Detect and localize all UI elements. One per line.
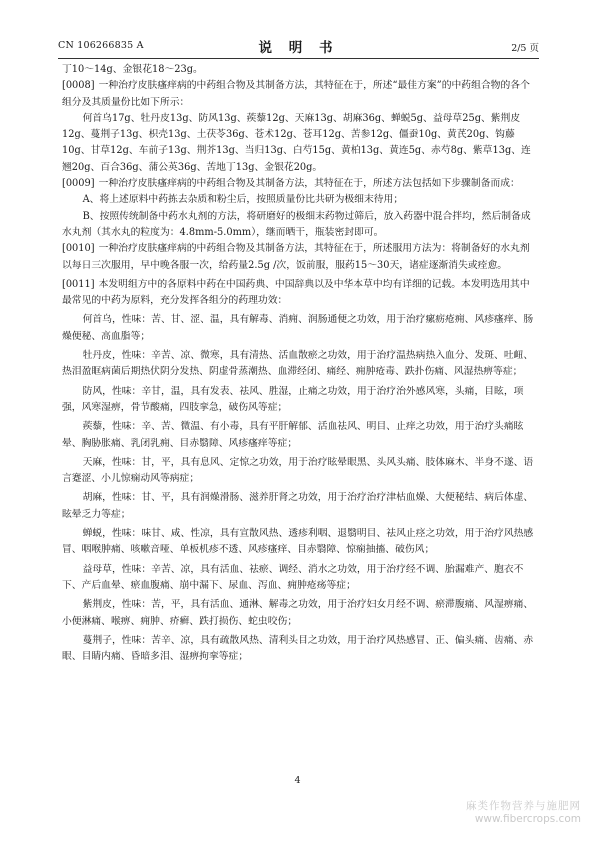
watermark-url: www.fibercrops.com (474, 813, 581, 825)
ingredient-list: 何首乌17g、牡丹皮13g、防风13g、蒺藜12g、天麻13g、胡麻36g、蝉蜕5g、益母草25g、紫荆皮12g、蔓荆子13g、枳壳13g、土茯苓36g、苍术12g、苍耳12g、苦参12g、僵蚕10g、黄芪20g、钩藤10g、甘草12g、车前子13g、荆芥13g、当归13g、白芍15g、黄柏13g、黄连5g、赤芍8g、紫草13g、连翘20g、百合36g、蒲公英36g、苦地丁13g、金银花20g。 (62, 112, 531, 173)
herb-paragraph: 蝉蜕，性味：味甘、咸、性凉，具有宣散风热、透疹利咽、退翳明目、祛风止痉之功效，用于治疗风热感冒、咽喉肿痛、咳嗽音哑、单板机疹不透、风疹瘙痒、目赤翳障、惊痫抽搐、破伤风； (62, 528, 534, 556)
watermark-title: 麻类作物营养与施肥网 (466, 800, 581, 812)
paragraph-number: [0010] (62, 243, 95, 255)
header-divider (58, 58, 539, 59)
paragraph-text: 本发明组方中的各原料中药在中国药典、中国辞典以及中华本草中均有详细的记载。本发明选用其中最常见的中药为原料，充分发挥各组分的药理功效： (62, 278, 530, 307)
herb-paragraph: 防风，性味：辛甘，温，具有发表、祛风、胜湿，止痛之功效，用于治疗治外感风寒，头痛，目眩，项强，风寒湿痹，骨节酸痛，四肢挛急，破伤风等症； (62, 385, 524, 413)
page-info: 2/5 页 (511, 43, 539, 54)
paragraph-number: [0008] (62, 80, 95, 92)
herb-paragraph: 蒺藜，性味：辛、苦、微温、有小毒，具有平肝解郁、活血祛风、明目、止痒之功效，用于治疗头痛眩晕、胸胁胀痛、乳闭乳痈、目赤翳障、风疹瘙痒等症； (62, 421, 524, 449)
paragraph-0009 (62, 176, 535, 192)
paragraph-0008 (62, 78, 535, 111)
herb-paragraph: 蔓荆子，性味：苦辛、凉，具有疏散风热、清利头目之功效，用于治疗风热感冒、正、偏头痛、齿痛、赤眼、目睛内痛、昏暗多泪、湿痹拘挛等症； (62, 634, 534, 663)
herb-paragraph: 胡麻，性味：甘、平，具有润燥滑肠、滋养肝肾之功效，用于治疗治疗津枯血燥、大便秘结、病后体虚、眩晕乏力等症； (62, 492, 534, 520)
paragraph-text: 一种治疗皮肤瘙痒病的中药组合物及其制备方法，其特征在于，所述服用方法为：将制备好的水丸剂以每日三次服用，早中晚各服一次，给药量2.5g /次，饭前服，服药15～30天，诸症逐渐消失或痊愈。 (62, 243, 530, 271)
paragraph-text: 一种治疗皮肤瘙痒病的中药组合物及其制备方法，其特征在于，所述“最佳方案”的中药组合物的各个组分及其质量份比如下所示： (62, 80, 530, 108)
herb-paragraph: 天麻，性味：甘，平，具有息风、定惊之功效，用于治疗眩晕眼黑、头风头痛、肢体麻木、半身不遂、语言蹇涩、小儿惊痫动风等病症； (62, 456, 534, 485)
step-a: A、将上述原料中药拣去杂质和粉尘后，按照质量份比共研为极细末待用； (82, 194, 404, 206)
paragraph-number: [0009] (62, 178, 95, 190)
herb-paragraph: 紫荆皮，性味：苦，平，具有活血、通淋、解毒之功效，用于治疗妇女月经不调、瘀滞腹痛、风湿痹痛、小便淋痛、喉痹、痈肿、疥癣、跌打损伤、蛇虫咬伤； (62, 599, 534, 627)
site-watermark (466, 800, 581, 826)
herb-paragraph: 牡丹皮，性味：辛苦、凉、微寒，具有清热、活血散瘀之功效，用于治疗温热病热入血分、发斑、吐衄、热泪盈眶病菌后期热伏阴分发热、阴虚骨蒸潮热、血滞经闭、痛经、痈肿疮毒、跌扑伤痛、风湿热痹等症； (62, 350, 534, 378)
continued-line: 丁10～14g、金银花18～23g。 (62, 64, 203, 75)
document-title: 说 明 书 (258, 40, 339, 56)
paragraph-text: 一种治疗皮肤瘙痒病的中药组合物及其制备方法，其特征在于，所述方法包括如下步骤制备而成： (98, 178, 520, 190)
patent-number: CN 106266835 A (58, 40, 144, 51)
herb-paragraph: 何首乌，性味：苦、甘、涩、温，具有解毒、消痈、润肠通便之功效，用于治疗瘰疬疮痈、风疹瘙痒、肠燥便秘、高血脂等； (62, 314, 534, 342)
document-body (62, 62, 535, 665)
page-number: 4 (294, 775, 301, 786)
paragraph-0011 (62, 277, 535, 310)
paragraph-0010 (62, 241, 535, 274)
step-b: B、按照传统制备中药水丸剂的方法，将研磨好的极细末药物过筛后，放入药器中混合拌均，然后制备成水丸剂（其水丸的粒度为：4.8mm-5.0mm），继而晒干，瓶装密封即可。 (62, 210, 531, 238)
herb-paragraph: 益母草，性味：辛苦、凉，具有活血、祛瘀、调经、消水之功效，用于治疗经不调、胎漏难产、胞衣不下、产后血晕、瘀血腹痛、崩中漏下、尿血、泻血、痈肿疮疡等症； (62, 563, 524, 591)
paragraph-number: [0011] (62, 278, 95, 290)
